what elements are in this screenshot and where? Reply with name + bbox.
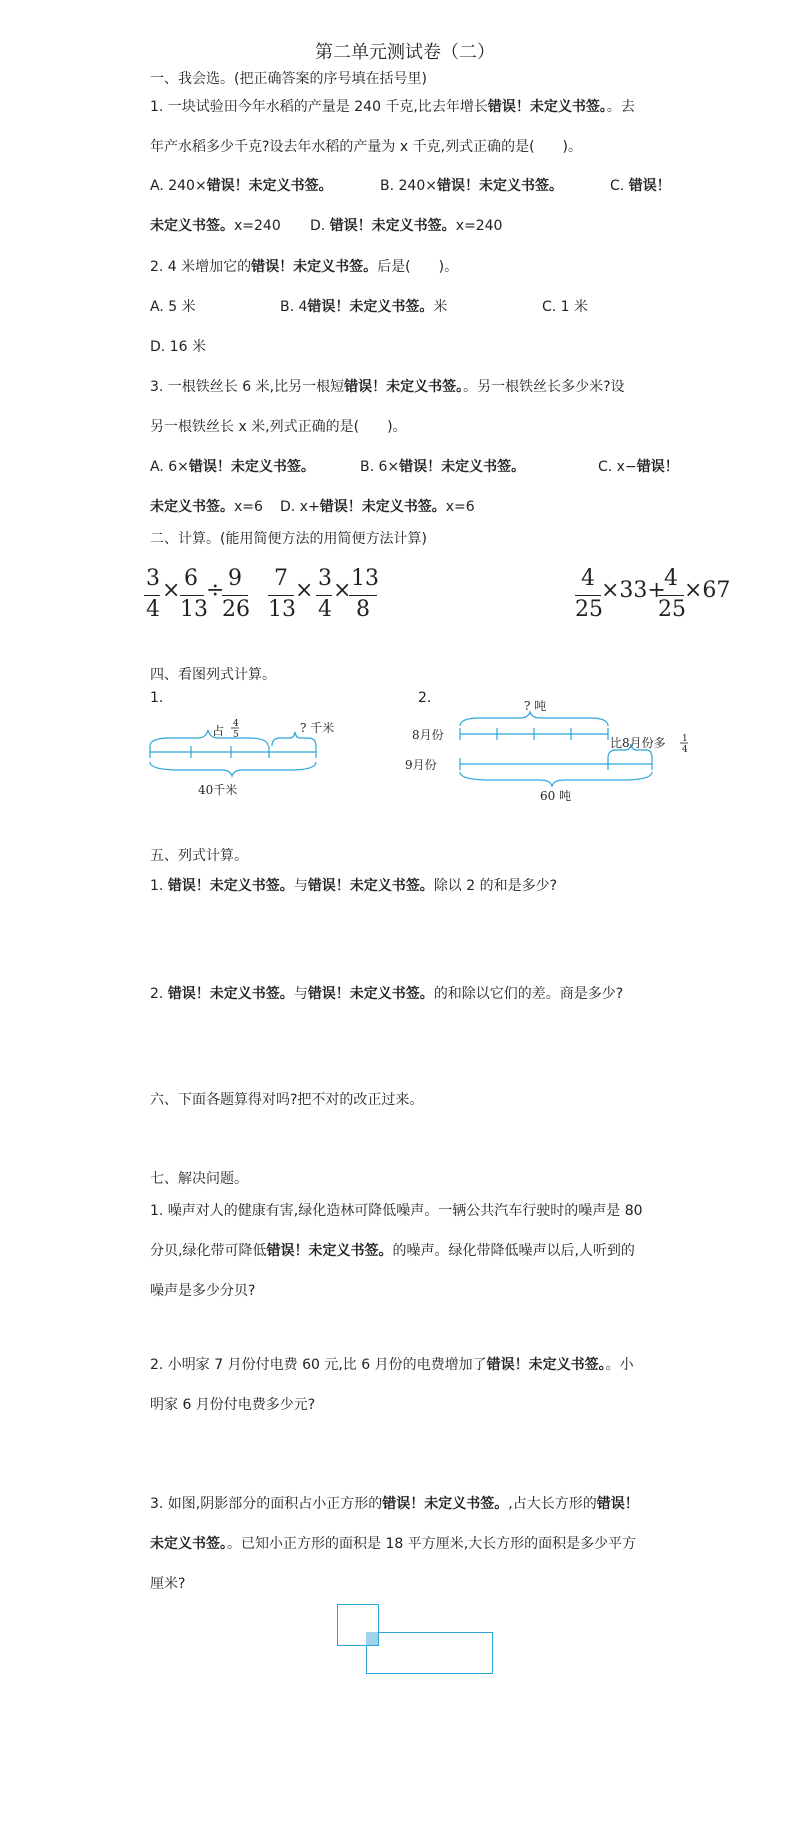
ex2-b-den: 4 <box>318 597 332 622</box>
ex1-b-den: 13 <box>180 597 208 622</box>
ex1-b-num: 6 <box>184 566 198 591</box>
fig1-unknown: ? 千米 <box>300 721 335 735</box>
ex1-c-den: 26 <box>222 597 250 622</box>
fig1-num: 4 <box>233 719 239 729</box>
brace-bottom-total <box>150 762 316 776</box>
ex1-a-num: 3 <box>146 566 160 591</box>
ex1-op1: × <box>162 578 181 603</box>
question-1-1-line1: 1. 一块试验田今年水稻的产量是 240 千克,比去年增长错误！未定义书签。。去 <box>150 99 635 115</box>
ex3-tail: ×67 <box>684 578 731 603</box>
ex2-op2: × <box>333 578 352 603</box>
option-1-2-c: C. 1 米 <box>542 299 589 315</box>
question-5-2: 2. 错误！未定义书签。与错误！未定义书签。的和除以它们的差。商是多少? <box>150 986 624 1002</box>
ex1-a-bar <box>144 595 160 596</box>
page-title: 第二单元测试卷（二） <box>315 42 495 63</box>
option-1-3-a: A. 6×错误！未定义书签。 <box>150 459 315 475</box>
ex3-b-den: 25 <box>658 597 686 622</box>
section-5-heading: 五、列式计算。 <box>150 848 248 864</box>
question-7-2-line2: 明家 6 月份付电费多少元? <box>150 1397 316 1413</box>
question-7-3-line3: 厘米? <box>150 1576 186 1592</box>
option-1-1-a: A. 240×错误！未定义书签。 <box>150 178 333 194</box>
option-1-3-d: D. x+错误！未定义书签。x=6 <box>280 499 475 515</box>
question-7-3-line1: 3. 如图,阴影部分的面积占小正方形的错误！未定义书签。,占大长方形的错误！ <box>150 1496 639 1512</box>
section-2-heading: 二、计算。(能用简便方法的用简便方法计算) <box>150 531 427 547</box>
ex3-mid: ×33+ <box>601 578 666 603</box>
ex3-b-num: 4 <box>664 566 678 591</box>
question-1-2: 2. 4 米增加它的错误！未定义书签。后是( )。 <box>150 259 459 275</box>
ex2-b-num: 3 <box>318 566 332 591</box>
question-1-1-line2: 年产水稻多少千克?设去年水稻的产量为 x 千克,列式正确的是( )。 <box>150 139 582 155</box>
option-1-2-d: D. 16 米 <box>150 339 206 355</box>
ex3-a-bar <box>575 595 601 596</box>
fig1-total: 40千米 <box>198 783 238 797</box>
question-1-3-line2: 另一根铁丝长 x 米,列式正确的是( )。 <box>150 419 407 435</box>
ex2-a-bar <box>268 595 294 596</box>
question-1-3-line1: 3. 一根铁丝长 6 米,比另一根短错误！未定义书签。。另一根铁丝长多少米?设 <box>150 379 625 395</box>
figure-2-label: 2. <box>418 690 432 706</box>
question-7-3-line2: 未定义书签。。已知小正方形的面积是 18 平方厘米,大长方形的面积是多少平方 <box>150 1536 637 1552</box>
question-7-1-line2: 分贝,绿化带可降低错误！未定义书签。的噪声。绿化带降低噪声以后,人听到的 <box>150 1243 635 1259</box>
section-6-heading: 六、下面各题算得对吗?把不对的改正过来。 <box>150 1092 424 1108</box>
section-7-heading: 七、解决问题。 <box>150 1171 248 1187</box>
ex3-b-bar <box>658 595 684 596</box>
ex2-c-num: 13 <box>351 566 379 591</box>
brace-bottom-total <box>460 772 652 786</box>
fig1-den: 5 <box>233 730 239 740</box>
large-rectangle <box>366 1632 493 1674</box>
ex3-a-den: 25 <box>575 597 603 622</box>
fig2-more: 比8月份多 <box>610 736 666 750</box>
fig2-den: 4 <box>682 745 688 755</box>
ex1-a-den: 4 <box>146 597 160 622</box>
ex2-b-bar <box>316 595 332 596</box>
option-1-2-a: A. 5 米 <box>150 299 196 315</box>
option-1-1-d: D. 错误！未定义书签。x=240 <box>310 218 503 234</box>
ex2-c-bar <box>349 595 377 596</box>
option-1-1-b: B. 240×错误！未定义书签。 <box>380 178 563 194</box>
section-4-heading: 四、看图列式计算。 <box>150 667 276 683</box>
fig2-sep: 9月份 <box>405 758 437 772</box>
ex2-c-den: 8 <box>356 597 370 622</box>
line-diagram-1 <box>140 710 360 810</box>
line-diagram-2 <box>400 700 720 810</box>
ex2-a-den: 13 <box>268 597 296 622</box>
ex1-c-bar <box>222 595 248 596</box>
fig2-num: 1 <box>682 734 688 744</box>
option-1-3-c-cont: 未定义书签。x=6 <box>150 499 263 515</box>
ex3-a-num: 4 <box>581 566 595 591</box>
ex1-c-num: 9 <box>228 566 242 591</box>
option-1-1-c: C. 错误！ <box>610 178 671 194</box>
brace-top-aug <box>460 712 608 726</box>
shaded-overlap <box>366 1632 378 1645</box>
option-1-2-b: B. 4错误！未定义书签。米 <box>280 299 448 315</box>
fig1-share-label: 占 <box>212 724 225 738</box>
section-1-heading: 一、我会选。(把正确答案的序号填在括号里) <box>150 71 427 87</box>
fig2-unknown: ? 吨 <box>524 699 547 713</box>
question-7-2-line1: 2. 小明家 7 月份付电费 60 元,比 6 月份的电费增加了错误！未定义书签。。小 <box>150 1357 634 1373</box>
figure-1-label: 1. <box>150 690 164 706</box>
fig2-aug: 8月份 <box>412 728 444 742</box>
question-7-1-line1: 1. 噪声对人的健康有害,绿化造林可降低噪声。一辆公共汽车行驶时的噪声是 80 <box>150 1203 643 1219</box>
option-1-3-b: B. 6×错误！未定义书签。 <box>360 459 526 475</box>
fig2-total: 60 吨 <box>540 789 572 803</box>
question-7-1-line3: 噪声是多少分贝? <box>150 1283 256 1299</box>
ex1-op2: ÷ <box>206 578 225 603</box>
brace-top-4-5 <box>150 730 268 746</box>
ex2-a-num: 7 <box>274 566 288 591</box>
ex2-op1: × <box>295 578 314 603</box>
question-5-1: 1. 错误！未定义书签。与错误！未定义书签。除以 2 的和是多少? <box>150 878 558 894</box>
option-1-1-c-cont: 未定义书签。x=240 <box>150 218 281 234</box>
option-1-3-c: C. x−错误！ <box>598 459 679 475</box>
ex1-b-bar <box>180 595 204 596</box>
